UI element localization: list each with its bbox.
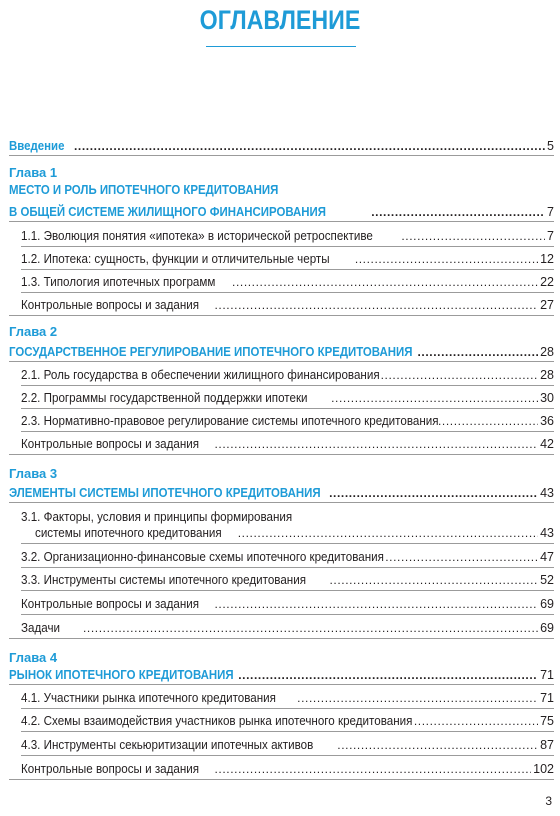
dot-leader bbox=[418, 344, 539, 361]
toc-entry-page: 28 bbox=[540, 345, 554, 359]
toc-entry-label: Введение bbox=[9, 138, 65, 153]
toc-entry-page: 30 bbox=[540, 391, 554, 405]
chapter-number: Глава 2 bbox=[9, 324, 58, 339]
toc-entry-section[interactable] bbox=[21, 367, 554, 384]
divider bbox=[21, 614, 554, 615]
dot-leader bbox=[355, 251, 538, 268]
dot-leader bbox=[414, 713, 538, 730]
toc-entry-section[interactable] bbox=[21, 737, 554, 754]
page-title: ОГЛАВЛЕНИЕ bbox=[199, 5, 361, 35]
chapter-number: Глава 3 bbox=[9, 466, 58, 481]
toc-entry-section[interactable] bbox=[21, 596, 554, 613]
toc-entry-section[interactable] bbox=[21, 297, 554, 314]
dot-leader bbox=[331, 390, 538, 407]
toc-entry-label: В ОБЩЕЙ СИСТЕМЕ ЖИЛИЩНОГО ФИНАНСИРОВАНИЯ bbox=[9, 204, 327, 219]
dot-leader bbox=[297, 690, 538, 707]
toc-entry-label: Контрольные вопросы и задания bbox=[21, 298, 200, 312]
toc-entry-label: 1.2. Ипотека: сущность, функции и отличительные черты bbox=[21, 252, 330, 266]
divider bbox=[21, 431, 554, 432]
divider bbox=[9, 361, 554, 362]
divider bbox=[21, 731, 554, 732]
divider bbox=[21, 567, 554, 568]
toc-entry-page: 12 bbox=[540, 252, 554, 266]
toc-entry-label: Контрольные вопросы и задания bbox=[21, 597, 200, 611]
toc-entry-page: 47 bbox=[540, 550, 554, 564]
dot-leader bbox=[214, 761, 531, 778]
divider bbox=[9, 684, 554, 685]
toc-entry-label: Контрольные вопросы и задания bbox=[21, 437, 200, 451]
divider bbox=[9, 221, 554, 222]
divider bbox=[9, 454, 554, 455]
toc-entry-label: 2.2. Программы государственной поддержки ипотеки bbox=[21, 391, 308, 405]
toc-entry-chapter-4[interactable] bbox=[9, 666, 554, 683]
dot-leader bbox=[83, 620, 538, 637]
divider bbox=[21, 292, 554, 293]
toc-entry-section[interactable] bbox=[21, 390, 554, 407]
toc-entry-page: 43 bbox=[540, 526, 554, 540]
toc-entry-label: системы ипотечного кредитования bbox=[35, 526, 222, 540]
dot-leader bbox=[214, 297, 538, 314]
divider bbox=[9, 779, 554, 780]
toc-entry-label: 3.2. Организационно-финансовые схемы ипотечного кредитования bbox=[21, 550, 384, 564]
dot-leader bbox=[371, 204, 545, 221]
toc-entry-section-line1: 3.1. Факторы, условия и принципы формирования bbox=[21, 510, 293, 524]
dot-leader bbox=[238, 667, 538, 684]
toc-entry-section[interactable] bbox=[21, 251, 554, 268]
toc-entry-section[interactable] bbox=[21, 274, 554, 291]
toc-entry-label: 4.1. Участники рынка ипотечного кредитования bbox=[21, 691, 276, 705]
dot-leader bbox=[329, 485, 538, 502]
dot-leader bbox=[329, 572, 538, 589]
toc-entry-section[interactable] bbox=[21, 620, 554, 637]
divider bbox=[21, 385, 554, 386]
toc-entry-page: 7 bbox=[547, 229, 554, 243]
dot-leader bbox=[232, 274, 538, 291]
toc-entry-intro[interactable] bbox=[9, 137, 554, 154]
toc-entry-page: 102 bbox=[533, 762, 554, 776]
divider bbox=[9, 502, 554, 503]
divider bbox=[21, 408, 554, 409]
divider bbox=[9, 155, 554, 156]
toc-entry-page: 7 bbox=[547, 205, 554, 219]
toc-entry-label: РЫНОК ИПОТЕЧНОГО КРЕДИТОВАНИЯ bbox=[9, 667, 234, 682]
divider bbox=[21, 755, 554, 756]
divider bbox=[21, 590, 554, 591]
divider bbox=[21, 543, 554, 544]
toc-entry-section[interactable] bbox=[21, 413, 554, 430]
dot-leader bbox=[381, 367, 538, 384]
chapter-title-line: МЕСТО И РОЛЬ ИПОТЕЧНОГО КРЕДИТОВАНИЯ bbox=[9, 182, 279, 197]
toc-entry-label: ГОСУДАРСТВЕННОЕ РЕГУЛИРОВАНИЕ ИПОТЕЧНОГО КРЕДИТОВАНИЯ bbox=[9, 344, 413, 359]
toc-entry-page: 69 bbox=[540, 621, 554, 635]
divider bbox=[9, 315, 554, 316]
toc-entry-page: 87 bbox=[540, 738, 554, 752]
page-number: 3 bbox=[545, 794, 552, 808]
dot-leader bbox=[238, 525, 538, 542]
toc-entry-page: 43 bbox=[540, 486, 554, 500]
toc-entry-label: Задачи bbox=[21, 621, 61, 635]
toc-entry-page: 36 bbox=[540, 414, 554, 428]
toc-entry-page: 28 bbox=[540, 368, 554, 382]
toc-entry-page: 22 bbox=[540, 275, 554, 289]
toc-entry-page: 5 bbox=[547, 139, 554, 153]
toc-entry-label: 1.1. Эволюция понятия «ипотека» в исторической ретроспективе bbox=[21, 229, 373, 243]
toc-entry-page: 27 bbox=[540, 298, 554, 312]
toc-entry-section[interactable] bbox=[35, 525, 554, 542]
toc-entry-chapter-1[interactable] bbox=[9, 203, 554, 220]
toc-entry-page: 52 bbox=[540, 573, 554, 587]
divider bbox=[21, 246, 554, 247]
toc-entry-label: Контрольные вопросы и задания bbox=[21, 762, 200, 776]
chapter-number: Глава 1 bbox=[9, 165, 58, 180]
toc-entry-page: 71 bbox=[540, 691, 554, 705]
toc-entry-section[interactable] bbox=[21, 228, 554, 245]
chapter-number: Глава 4 bbox=[9, 650, 58, 665]
toc-entry-label: 4.2. Схемы взаимодействия участников рынка ипотечного кредитования bbox=[21, 714, 413, 728]
dot-leader bbox=[337, 737, 538, 754]
toc-entry-page: 75 bbox=[540, 714, 554, 728]
dot-leader bbox=[385, 549, 538, 566]
divider bbox=[9, 638, 554, 639]
dot-leader bbox=[214, 596, 538, 613]
toc-entry-label: ЭЛЕМЕНТЫ СИСТЕМЫ ИПОТЕЧНОГО КРЕДИТОВАНИЯ bbox=[9, 485, 321, 500]
dot-leader bbox=[74, 138, 545, 155]
toc-entry-page: 42 bbox=[540, 437, 554, 451]
title-underline bbox=[206, 46, 356, 47]
toc-entry-label: 2.1. Роль государства в обеспечении жилищного финансирования bbox=[21, 368, 380, 382]
toc-entry-section[interactable] bbox=[21, 436, 554, 453]
toc-entry-section[interactable] bbox=[21, 549, 554, 566]
dot-leader bbox=[438, 413, 538, 430]
dot-leader bbox=[401, 228, 545, 245]
toc-entry-section[interactable] bbox=[21, 761, 554, 778]
toc-entry-page: 71 bbox=[540, 668, 554, 682]
toc-entry-label: 1.3. Типология ипотечных программ bbox=[21, 275, 216, 289]
divider bbox=[21, 708, 554, 709]
toc-entry-label: 4.3. Инструменты секьюритизации ипотечных активов bbox=[21, 738, 314, 752]
toc-entry-label: 3.3. Инструменты системы ипотечного кредитования bbox=[21, 573, 307, 587]
dot-leader bbox=[214, 436, 538, 453]
toc-entry-label: 2.3. Нормативно-правовое регулирование системы ипотечного кредитования bbox=[21, 414, 439, 428]
divider bbox=[21, 269, 554, 270]
toc-entry-chapter-2[interactable] bbox=[9, 343, 554, 360]
toc-entry-page: 69 bbox=[540, 597, 554, 611]
toc-entry-section[interactable] bbox=[21, 713, 554, 730]
toc-entry-section[interactable] bbox=[21, 690, 554, 707]
toc-entry-chapter-3[interactable] bbox=[9, 484, 554, 501]
toc-entry-section[interactable] bbox=[21, 572, 554, 589]
